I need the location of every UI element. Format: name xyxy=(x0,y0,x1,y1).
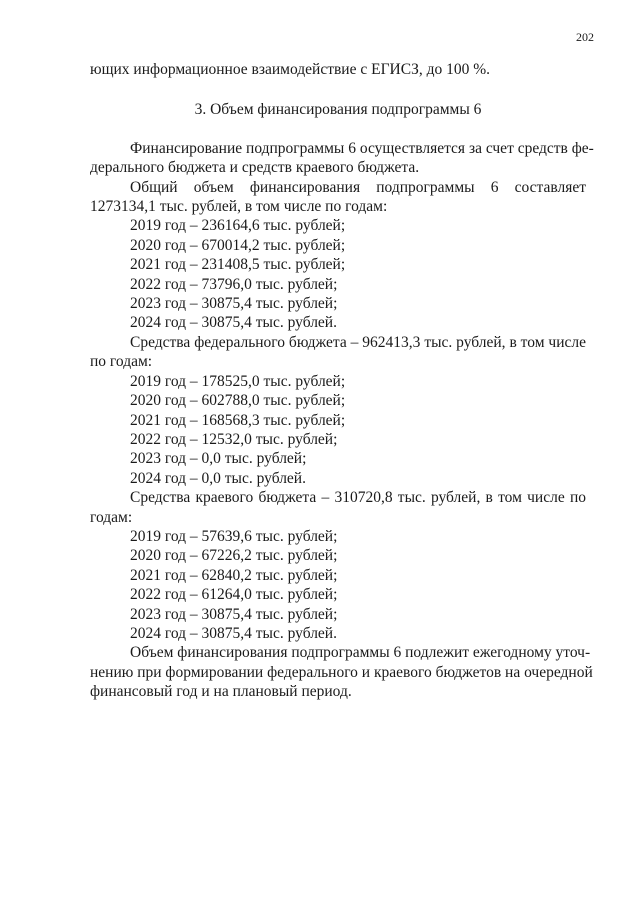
federal-year-item: 2020 год – 602788,0 тыс. рублей; xyxy=(130,392,346,410)
clarification-line-1: Объем финансирования подпрограммы 6 подлежит ежегодному уточ- xyxy=(130,644,591,662)
total-year-item: 2022 год – 73796,0 тыс. рублей; xyxy=(130,275,338,293)
total-year-item: 2019 год – 236164,6 тыс. рублей; xyxy=(130,217,346,235)
regional-year-item: 2024 год – 30875,4 тыс. рублей. xyxy=(130,624,337,642)
regional-year-item: 2023 год – 30875,4 тыс. рублей; xyxy=(130,605,338,623)
clarification-line-2: нению при формировании федерального и краевого бюджетов на очередной xyxy=(90,663,593,681)
federal-year-item: 2022 год – 12532,0 тыс. рублей; xyxy=(130,430,338,448)
document-body xyxy=(90,60,594,702)
regional-year-item: 2019 год – 57639,6 тыс. рублей; xyxy=(130,527,338,545)
total-line-1: Общий объем финансирования подпрограммы 6 составляет xyxy=(130,178,586,196)
financing-source-line-2: дерального бюджета и средств краевого бюджета. xyxy=(90,159,420,177)
federal-line-2: по годам: xyxy=(90,353,153,371)
intro-line: ющих информационное взаимодействие с ЕГИСЗ, до 100 %. xyxy=(90,61,491,78)
regional-line-1: Средства краевого бюджета – 310720,8 тыс. рублей, в том числе по xyxy=(130,489,586,507)
total-year-item: 2021 год – 231408,5 тыс. рублей; xyxy=(130,256,346,274)
regional-line-2: годам: xyxy=(90,508,133,526)
clarification-line-3: финансовый год и на плановый период. xyxy=(90,683,352,701)
federal-year-item: 2019 год – 178525,0 тыс. рублей; xyxy=(130,372,346,390)
page-number: 202 xyxy=(576,30,594,44)
regional-year-item: 2020 год – 67226,2 тыс. рублей; xyxy=(130,547,338,565)
total-year-list xyxy=(90,216,586,332)
federal-year-item: 2023 год – 0,0 тыс. рублей; xyxy=(130,450,307,468)
federal-year-item: 2021 год – 168568,3 тыс. рублей; xyxy=(130,411,346,429)
financing-source-line-1: Финансирование подпрограммы 6 осуществляется за счет средств фе- xyxy=(130,139,594,157)
regional-year-item: 2021 год – 62840,2 тыс. рублей; xyxy=(130,566,338,584)
section-heading: 3. Объем финансирования подпрограммы 6 xyxy=(194,101,482,119)
federal-year-item: 2024 год – 0,0 тыс. рублей. xyxy=(130,469,306,487)
federal-line-1: Средства федерального бюджета – 962413,3 тыс. рублей, в том числе xyxy=(130,333,586,351)
total-line-2: 1273134,1 тыс. рублей, в том числе по годам: xyxy=(90,198,388,216)
total-year-item: 2024 год – 30875,4 тыс. рублей. xyxy=(130,314,337,332)
total-year-item: 2023 год – 30875,4 тыс. рублей; xyxy=(130,295,338,313)
regional-year-item: 2022 год – 61264,0 тыс. рублей; xyxy=(130,586,338,604)
regional-year-list xyxy=(90,527,586,643)
total-year-item: 2020 год – 670014,2 тыс. рублей; xyxy=(130,236,346,254)
federal-year-list xyxy=(90,372,586,488)
